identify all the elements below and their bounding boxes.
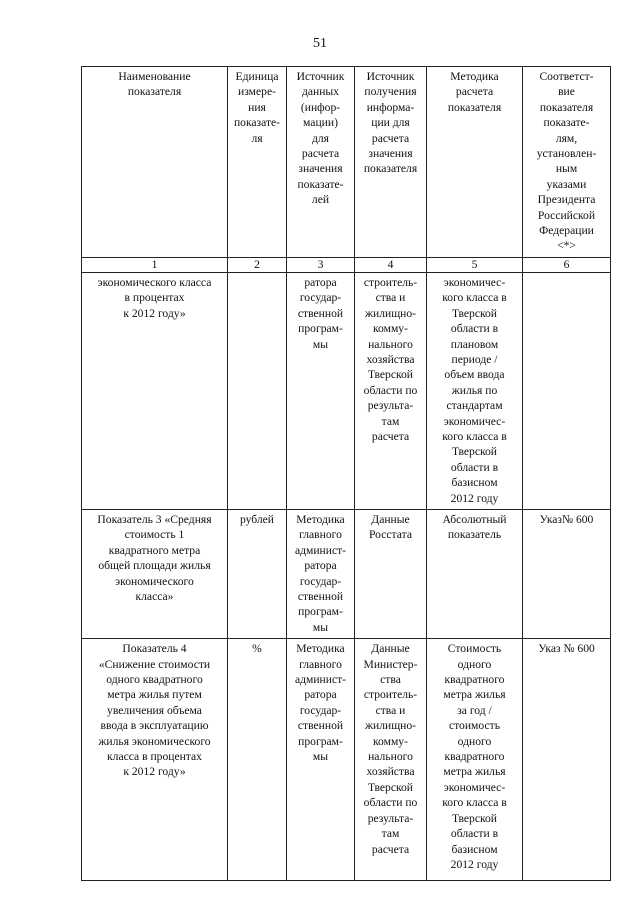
header-data-source: Источник данных (инфор- мации) для расчета значения показате- лей xyxy=(287,67,355,258)
data-source-cell: ратора государ- ственной програм- мы xyxy=(287,272,355,509)
unit-cell: % xyxy=(228,639,287,881)
header-indicator-name: Наименование показателя xyxy=(82,67,228,258)
header-presidential-decree-match: Соответст- вие показателя показате- лям, установлен- ным указами Президента Российской Федерации <*> xyxy=(523,67,611,258)
column-number: 3 xyxy=(287,257,355,272)
method-cell: Стоимость одного квадратного метра жилья за год / стоимость одного квадратного метра жилья экономичес- кого класса в Тверской области в базисном 2012 году xyxy=(427,639,523,881)
unit-cell xyxy=(228,272,287,509)
table-row xyxy=(82,509,611,638)
column-number: 4 xyxy=(355,257,427,272)
information-source-cell: Данные Министер- ства строитель- ства и жилищно- комму- нального хозяйства Тверской области по результа- там расчета xyxy=(355,639,427,881)
unit-cell: рублей xyxy=(228,509,287,638)
header-source-of-information: Источник получения информа- ции для расчета значения показателя xyxy=(355,67,427,258)
decree-cell xyxy=(523,272,611,509)
data-source-cell: Методика главного админист- ратора государ- ственной програм- мы xyxy=(287,509,355,638)
indicator-name-cell: экономического класса в процентах к 2012 году» xyxy=(82,272,228,509)
table-row xyxy=(82,639,611,881)
indicator-name-cell: Показатель 3 «Средняя стоимость 1 квадратного метра общей площади жилья экономического класса» xyxy=(82,509,228,638)
page-number: 51 xyxy=(313,36,327,51)
table-row xyxy=(82,272,611,509)
column-number: 2 xyxy=(228,257,287,272)
indicators-table xyxy=(81,66,611,881)
header-unit: Единица измере- ния показате- ля xyxy=(228,67,287,258)
column-number: 5 xyxy=(427,257,523,272)
decree-cell: Указ№ 600 xyxy=(523,509,611,638)
information-source-cell: строитель- ства и жилищно- комму- нального хозяйства Тверской области по результа- там расчета xyxy=(355,272,427,509)
indicator-name-cell: Показатель 4 «Снижение стоимости одного квадратного метра жилья путем увеличения объема ввода в эксплуатацию жилья экономического класса в процентах к 2012 году» xyxy=(82,639,228,881)
data-source-cell: Методика главного админист- ратора государ- ственной програм- мы xyxy=(287,639,355,881)
column-numbers-row xyxy=(82,257,611,272)
column-number: 6 xyxy=(523,257,611,272)
method-cell: экономичес- кого класса в Тверской области в плановом периоде / объем ввода жилья по стандартам экономичес- кого класса в Тверской области в базисном 2012 году xyxy=(427,272,523,509)
method-cell: Абсолютный показатель xyxy=(427,509,523,638)
header-calculation-method: Методика расчета показателя xyxy=(427,67,523,258)
information-source-cell: Данные Росстата xyxy=(355,509,427,638)
decree-cell: Указ № 600 xyxy=(523,639,611,881)
column-number: 1 xyxy=(82,257,228,272)
table-header-row xyxy=(82,67,611,258)
